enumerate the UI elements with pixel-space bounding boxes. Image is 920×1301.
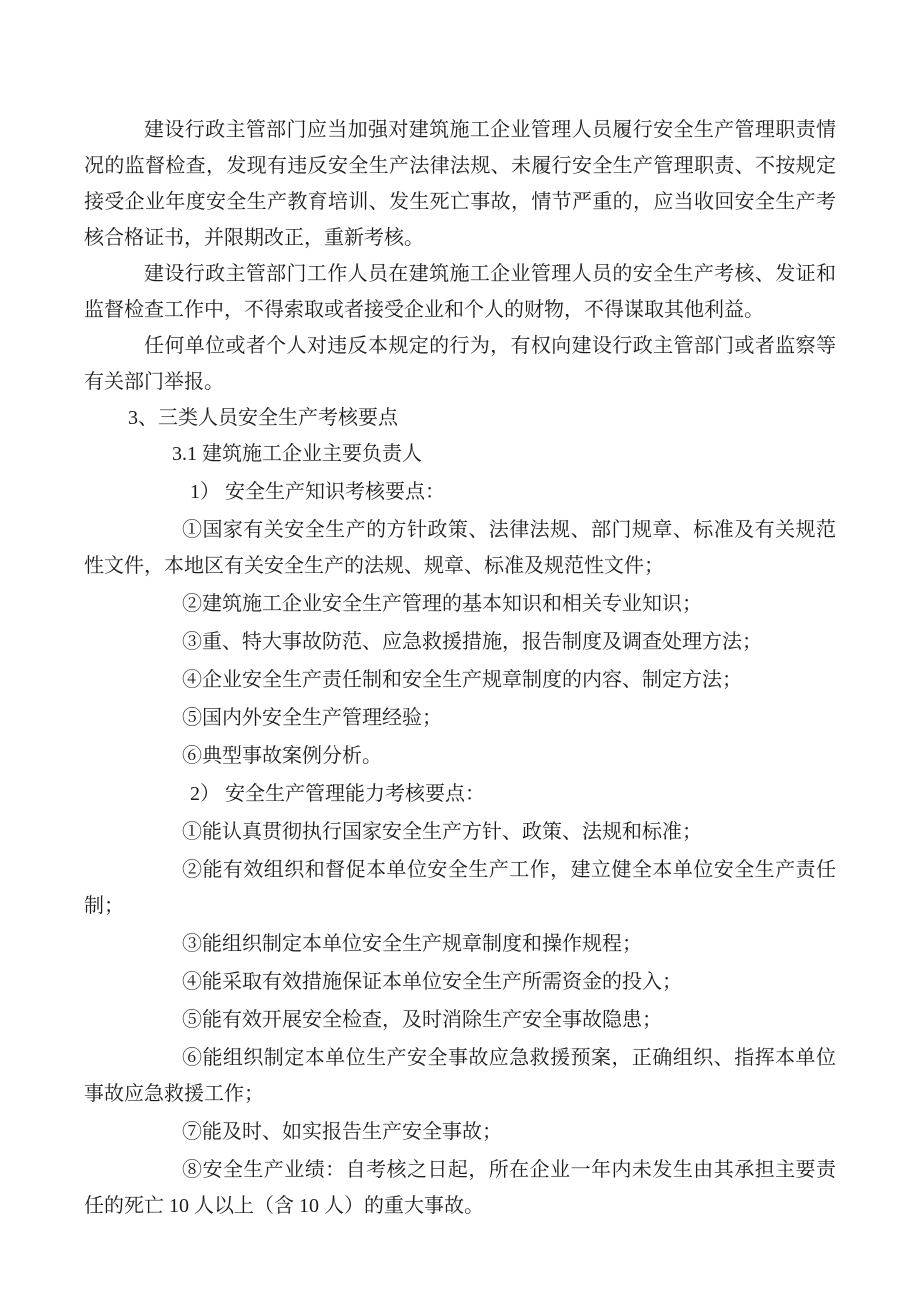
document-body bbox=[84, 112, 836, 1224]
list-item: ①能认真贯彻执行国家安全生产方针、政策、法规和标准； bbox=[182, 821, 702, 843]
heading-level-2: 3.1 建筑施工企业主要负责人 bbox=[172, 443, 422, 465]
list-item: ①国家有关安全生产的方针政策、法律法规、部门规章、标准及有关规范性文件，本地区有关安全生产的法规、规章、标准及规范性文件； bbox=[84, 519, 836, 577]
heading-level-1: 3、三类人员安全生产考核要点 bbox=[128, 407, 398, 429]
list-item: ②建筑施工企业安全生产管理的基本知识和相关专业知识； bbox=[182, 593, 702, 615]
heading-level-3: 2） 安全生产管理能力考核要点： bbox=[190, 783, 485, 805]
paragraph-indented: 建设行政主管部门工作人员在建筑施工企业管理人员的安全生产考核、发证和监督检查工作中，不得索取或者接受企业和个人的财物，不得谋取其他利益。 bbox=[84, 263, 836, 321]
heading-level-3: 1） 安全生产知识考核要点： bbox=[190, 481, 445, 503]
list-item: ③能组织制定本单位安全生产规章制度和操作规程； bbox=[182, 933, 642, 955]
list-item: ③重、特大事故防范、应急救援措施，报告制度及调查处理方法； bbox=[182, 631, 762, 653]
list-item: ⑥能组织制定本单位生产安全事故应急救援预案，正确组织、指挥本单位事故应急救援工作； bbox=[84, 1047, 836, 1105]
list-item: ④企业安全生产责任制和安全生产规章制度的内容、制定方法； bbox=[182, 669, 742, 691]
list-item: ⑥典型事故案例分析。 bbox=[182, 745, 382, 767]
list-item: ④能采取有效措施保证本单位安全生产所需资金的投入； bbox=[182, 971, 682, 993]
paragraph-indented: 任何单位或者个人对违反本规定的行为，有权向建设行政主管部门或者监察等有关部门举报。 bbox=[84, 335, 836, 393]
list-item: ⑦能及时、如实报告生产安全事故； bbox=[182, 1121, 502, 1143]
list-item: ⑧安全生产业绩：自考核之日起，所在企业一年内未发生由其承担主要责任的死亡 10 人以上（含 10 人）的重大事故。 bbox=[84, 1159, 836, 1217]
list-item: ②能有效组织和督促本单位安全生产工作，建立健全本单位安全生产责任制； bbox=[84, 859, 836, 917]
paragraph-indented: 建设行政主管部门应当加强对建筑施工企业管理人员履行安全生产管理职责情况的监督检查，发现有违反安全生产法律法规、未履行安全生产管理职责、不按规定接受企业年度安全生产教育培训、发生死亡事故，情节严重的，应当收回安全生产考核合格证书，并限期改正，重新考核。 bbox=[84, 119, 836, 249]
list-item: ⑤能有效开展安全检查，及时消除生产安全事故隐患； bbox=[182, 1009, 662, 1031]
list-item: ⑤国内外安全生产管理经验； bbox=[182, 707, 442, 729]
